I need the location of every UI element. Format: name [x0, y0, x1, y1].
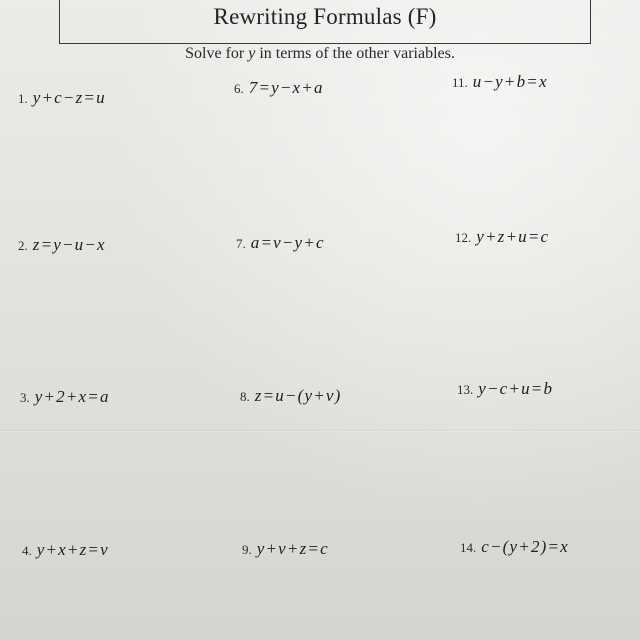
- problem-number: 9.: [242, 542, 252, 557]
- problem-13: [457, 379, 553, 399]
- problem-equation: y−c+u=b: [478, 379, 554, 398]
- problem-number: 2.: [18, 238, 28, 253]
- problem-14: [460, 537, 569, 557]
- problem-equation: y+v+z=c: [256, 539, 329, 558]
- instructions-variable: y: [248, 45, 256, 62]
- problem-12: [455, 227, 549, 247]
- problem-equation: u−y+b=x: [472, 72, 548, 91]
- problem-1: [18, 88, 106, 108]
- problem-11: [452, 72, 548, 92]
- instructions: [0, 45, 640, 63]
- problem-equation: y+c−z=u: [32, 88, 106, 107]
- instructions-text-start: Solve for: [185, 45, 249, 62]
- problem-number: 11.: [452, 75, 468, 90]
- problem-3: [20, 387, 110, 407]
- problem-2: [18, 235, 106, 255]
- problem-9: [242, 539, 329, 559]
- problem-number: 1.: [18, 91, 28, 106]
- problem-4: [22, 540, 109, 560]
- problem-equation: z=u−(y+v): [254, 386, 342, 405]
- instructions-text-end: in terms of the other variables.: [255, 45, 455, 62]
- problem-equation: 7=y−x+a: [248, 78, 324, 97]
- problem-equation: a=v−y+c: [250, 233, 325, 252]
- problem-number: 4.: [22, 543, 32, 558]
- worksheet-title: Rewriting Formulas (F): [213, 4, 437, 29]
- problem-equation: y+2+x=a: [34, 387, 110, 406]
- problem-equation: z=y−u−x: [32, 235, 106, 254]
- paper-fold-line: [0, 430, 640, 432]
- problem-7: [236, 233, 325, 253]
- problem-number: 13.: [457, 382, 474, 397]
- problem-equation: y+x+z=v: [36, 540, 109, 559]
- problem-equation: y+z+u=c: [476, 227, 550, 246]
- problem-number: 8.: [240, 389, 250, 404]
- problem-number: 12.: [455, 230, 472, 245]
- problem-6: [234, 78, 324, 98]
- problem-number: 6.: [234, 81, 244, 96]
- problem-number: 3.: [20, 390, 30, 405]
- problem-number: 7.: [236, 236, 246, 251]
- problem-number: 14.: [460, 540, 477, 555]
- problem-equation: c−(y+2)=x: [481, 537, 569, 556]
- problem-8: [240, 386, 342, 406]
